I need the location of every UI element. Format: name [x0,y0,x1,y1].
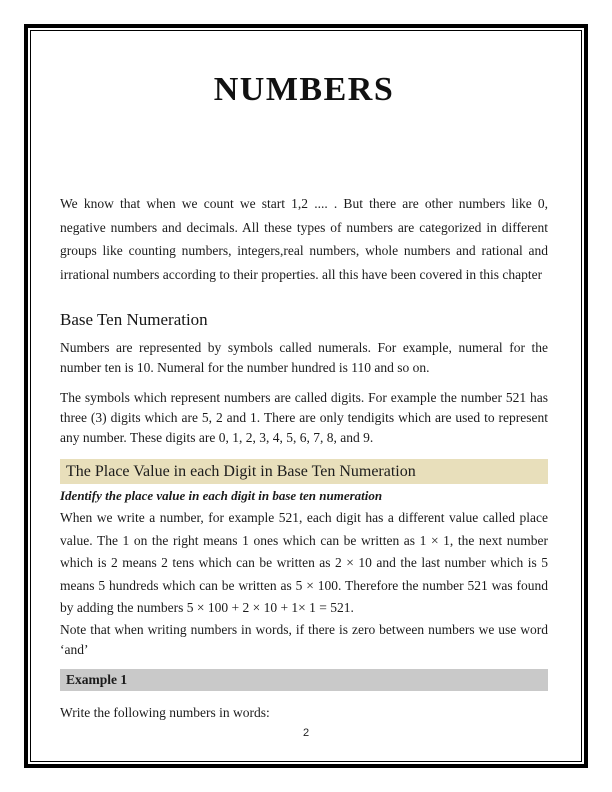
note-line: Note that when writing numbers in words, if there is zero between numbers we use word ‘and’ [60,621,548,657]
objective-line: Identify the place value in each digit in base ten numeration [60,488,383,503]
paragraph-numerals: Numbers are represented by symbols called numerals. For example, numeral for the number ten is 10. Numeral for the number hundred is 110 and so on. [60,340,548,375]
paragraph-digits: The symbols which represent numbers are called digits. For example the number 521 has three (3) digits which are 5, 2 and 1. There are only tendigits which are used to represent any number. These digits are 0, 1, 2, 3, 4, 5, 6, 7, 8, and 9. [60,390,548,445]
example-1-heading: Example 1 [60,669,548,691]
intro-paragraph: We know that when we count we start 1,2 .... . But there are other numbers like 0, negative numbers and decimals. All these types of numbers are categorized in different groups like counting numbers, integers,real numbers, whole numbers and rational and irrational numbers according to their properties. all this have been covered in this chapter [60,196,548,282]
section-heading-base-ten-numeration: Base Ten Numeration [60,310,208,329]
chapter-title: NUMBERS [213,71,395,108]
page-number: 2 [302,727,310,739]
section-heading-place-value: The Place Value in each Digit in Base Ten Numeration [60,459,548,484]
example-1-instruction: Write the following numbers in words: [60,704,270,720]
page-content [60,0,548,723]
paragraph-place-value: When we write a number, for example 521, each digit has a different value called place value. The 1 on the right means 1 ones which can be written as 1 × 1, the next number which is 2 means 2 tens which can be written as 2 × 10 and the last number which is 5 means 5 hundreds which can be written as 5 × 100. Therefore the number 521 was found by adding the numbers 5 × 100 + 2 × 10 + 1× 1 = 521. [60,510,548,615]
